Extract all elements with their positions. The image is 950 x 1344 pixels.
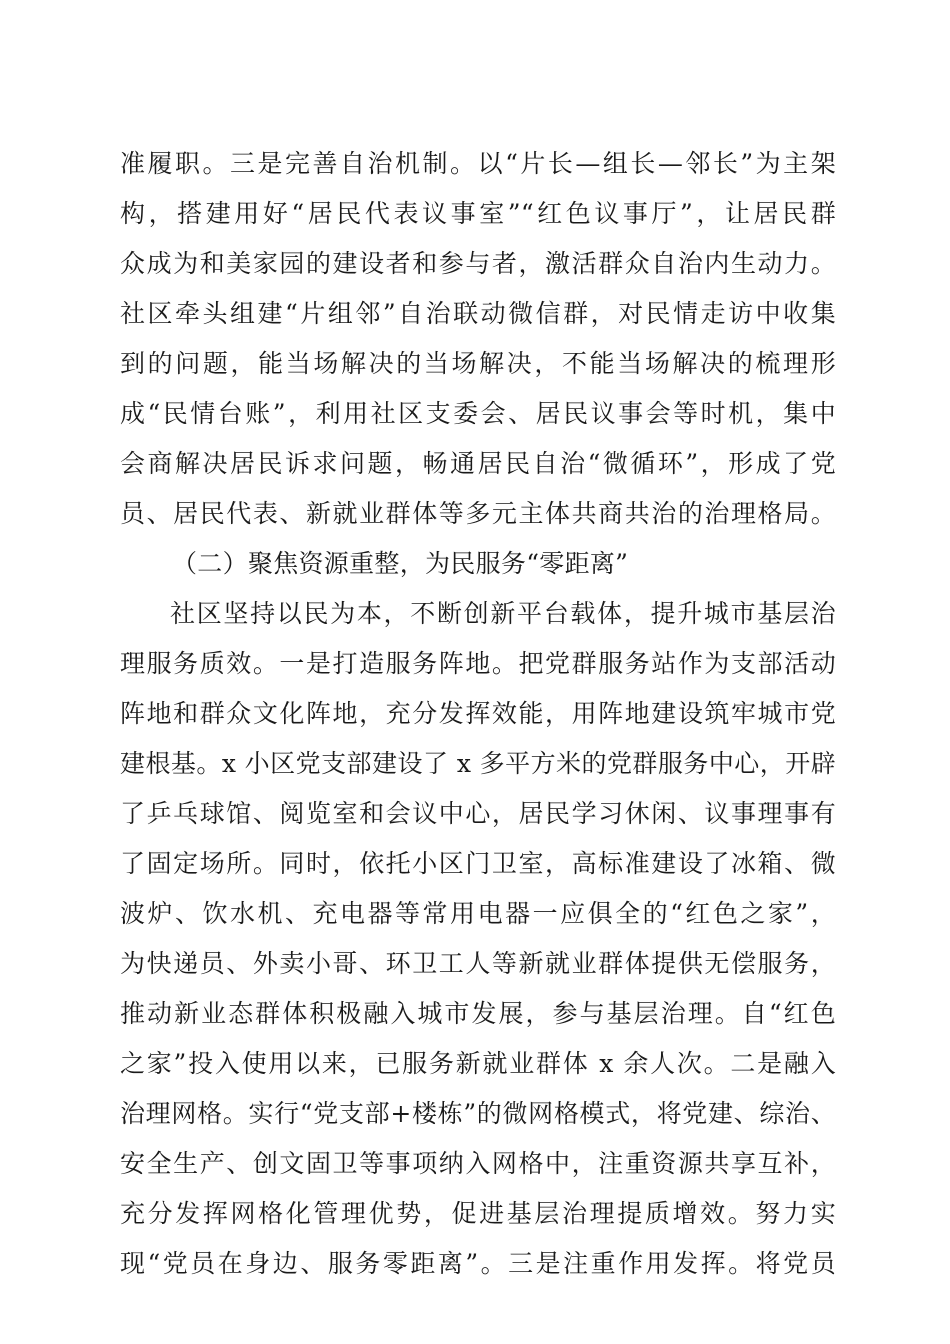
paragraph-2-line-7: 波炉、饮水机、充电器等常用电器一应俱全的“红色之家”，	[120, 899, 836, 928]
paragraph-2-line-5: 了乒乓球馆、阅览室和会议中心，居民学习休闲、议事理事有	[120, 799, 836, 828]
paragraph-1-line-8: 员、居民代表、新就业群体等多元主体共商共治的治理格局。	[120, 499, 836, 528]
section-heading: （二）聚焦资源重整，为民服务“零距离”	[172, 549, 629, 578]
paragraph-2-line-2: 理服务质效。一是打造服务阵地。把党群服务站作为支部活动	[120, 649, 836, 678]
paragraph-2-line-10: 之家”投入使用以来，已服务新就业群体 x 余人次。二是融入	[120, 1049, 836, 1078]
paragraph-1-line-3: 众成为和美家园的建设者和参与者，激活群众自治内生动力。	[120, 249, 836, 278]
paragraph-2-line-6: 了固定场所。同时，依托小区门卫室，高标准建设了冰箱、微	[120, 849, 836, 878]
paragraph-2-line-4: 建根基。x 小区党支部建设了 x 多平方米的党群服务中心，开辟	[120, 749, 836, 778]
paragraph-1-line-1: 准履职。三是完善自治机制。以“片长—组长—邻长”为主架	[120, 149, 836, 178]
paragraph-2-line-11: 治理网格。实行“党支部+楼栋”的微网格模式，将党建、综治、	[120, 1099, 836, 1128]
paragraph-2-line-12: 安全生产、创文固卫等事项纳入网格中，注重资源共享互补，	[120, 1149, 836, 1178]
paragraph-1-line-6: 成“民情台账”，利用社区支委会、居民议事会等时机，集中	[120, 399, 836, 428]
paragraph-1-line-2: 构，搭建用好“居民代表议事室”“红色议事厅”，让居民群	[120, 199, 836, 228]
paragraph-1-line-4: 社区牵头组建“片组邻”自治联动微信群，对民情走访中收集	[120, 299, 836, 328]
paragraph-2-line-3: 阵地和群众文化阵地，充分发挥效能，用阵地建设筑牢城市党	[120, 699, 836, 728]
paragraph-2-line-14: 现“党员在身边、服务零距离”。三是注重作用发挥。将党员	[120, 1249, 836, 1278]
paragraph-2-line-13: 充分发挥网格化管理优势，促进基层治理提质增效。努力实	[120, 1199, 836, 1228]
paragraph-2-line-1: 社区坚持以民为本，不断创新平台载体，提升城市基层治	[170, 599, 836, 628]
paragraph-2-line-9: 推动新业态群体积极融入城市发展，参与基层治理。自“红色	[120, 999, 836, 1028]
paragraph-1-line-7: 会商解决居民诉求问题，畅通居民自治“微循环”，形成了党	[120, 449, 836, 478]
paragraph-2-line-8: 为快递员、外卖小哥、环卫工人等新就业群体提供无偿服务，	[120, 949, 836, 978]
paragraph-1-line-5: 到的问题，能当场解决的当场解决，不能当场解决的梳理形	[120, 349, 836, 378]
